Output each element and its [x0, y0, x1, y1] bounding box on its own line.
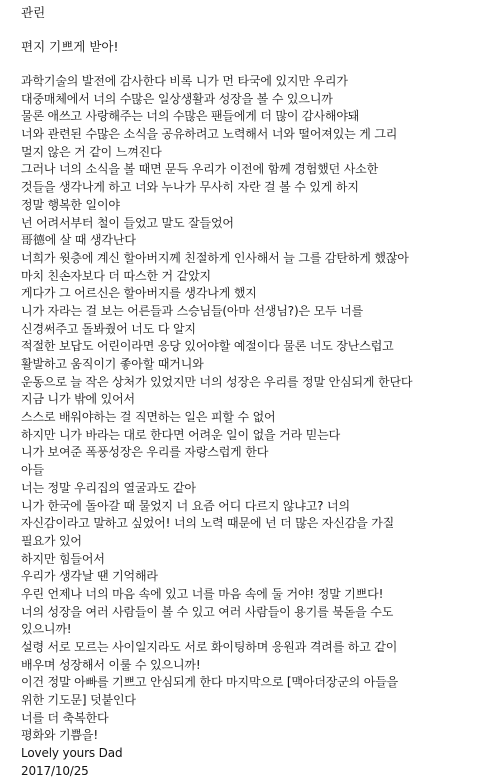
letter-line: 니가 보여준 폭풍성장은 우리를 자랑스럽게 한다: [21, 445, 269, 460]
letter-line: 넌 어려서부터 철이 들었고 말도 잘들었어: [21, 215, 234, 230]
letter-line: 니가 한국에 돌아갈 때 물었지 너 요즘 어디 다르지 않냐고? 너의: [21, 498, 350, 513]
letter-line: 운동으로 늘 작은 상처가 있었지만 너의 성장은 우리를 정말 안심되게 한단다: [21, 374, 413, 389]
letter-line: 아들: [21, 463, 44, 478]
letter-line: 게다가 그 어르신은 할아버지를 생각나게 했지: [21, 286, 257, 301]
letter-line: 니가 자라는 걸 보는 어른들과 스승님들(아마 선생님?)은 모두 너를: [21, 303, 364, 318]
letter-line: 너는 정말 우리집의 열굴과도 같아: [21, 480, 196, 495]
letter-body: [21, 73, 476, 781]
letter-line: 배우며 성장해서 이룰 수 있으니까!: [21, 657, 201, 672]
letter-line: 것들을 생각나게 하고 너와 누나가 무사히 자란 걸 볼 수 있게 하지: [21, 180, 359, 195]
letter-line: 마치 친손자보다 더 따스한 거 같았지: [21, 268, 211, 283]
letter-line: 신경써주고 돌봐줬어 너도 다 알지: [21, 321, 196, 336]
letter-line: 대중매체에서 너의 수많은 일상생활과 성장을 볼 수 있으니까: [21, 91, 333, 106]
letter-line: 위한 기도문] 덧붙인다: [21, 693, 136, 708]
letter-line: 우리가 생각날 땐 기억해라: [21, 569, 158, 584]
letter-line: 이건 정말 아빠를 기쁘고 안심되게 한다 마지막으로 [맥아더장군의 아들을: [21, 675, 399, 690]
letter-line: 있으니까!: [21, 622, 72, 637]
letter-line: 정말 행복한 일이야: [21, 197, 120, 212]
letter-line: 적절한 보답도 어린이라면 응당 있어야할 예절이다 물론 너도 장난스럽고: [21, 339, 394, 354]
letter-line: 활발하고 움직이기 좋아할 때거니와: [21, 357, 204, 371]
letter-line: 2017/10/25: [21, 763, 89, 778]
letter-line: 물론 애쓰고 사랑해주는 너의 수많은 팬들에게 더 많이 감사해야돼: [21, 109, 360, 124]
letter-line: 하지만 힘들어서: [21, 551, 105, 566]
letter-line: 그러나 너의 소식을 볼 때면 문득 우리가 이전에 함께 경험했던 사소한: [21, 162, 379, 177]
letter-line: 너를 더 축복한다: [21, 710, 109, 725]
letter-line: 너희가 윗층에 계신 할아버지께 친절하게 인사해서 늘 그를 감탄하게 했잖아: [21, 250, 409, 265]
letter-line: 스스로 배워야하는 걸 직면하는 일은 피할 수 없어: [21, 410, 276, 425]
letter-greeting: 편지 기쁘게 받아!: [21, 39, 119, 54]
letter-line: 지금 니가 밖에 있어서: [21, 392, 135, 407]
letter-line: Lovely yours Dad: [21, 746, 123, 761]
recipient-name: 관린: [21, 5, 46, 20]
letter-line: 너의 성장을 여러 사람들이 볼 수 있고 여러 사람들이 용기를 북돋을 수도: [21, 604, 394, 619]
letter-line: 필요가 있어: [21, 533, 82, 548]
letter-line: 평화와 기쁨을!: [21, 728, 98, 743]
letter-line: 설령 서로 모르는 사이일지라도 서로 화이팅하며 응원과 격려를 하고 같이: [21, 640, 398, 654]
letter-line: 우린 언제나 너의 마음 속에 있고 너를 마음 속에 둘 거야! 정말 기쁘다!: [21, 586, 384, 601]
letter-line: 자신감이라고 말하고 싶었어! 너의 노력 때문에 넌 더 많은 자신감을 가질: [21, 516, 395, 531]
letter-line: 하지만 니가 바라는 대로 한다면 어려운 일이 없을 거라 믿는다: [21, 427, 341, 442]
letter-line: 哥德에 살 때 생각난다: [21, 233, 136, 248]
letter-line: 멀지 않은 거 같이 느껴진다: [21, 144, 162, 159]
letter-line: 과학기술의 발전에 감사한다 비록 니가 먼 타국에 있지만 우리가: [21, 74, 348, 88]
letter-line: 너와 관련된 수많은 소식을 공유하려고 노력해서 너와 떨어져있는 게 그리: [21, 127, 398, 142]
